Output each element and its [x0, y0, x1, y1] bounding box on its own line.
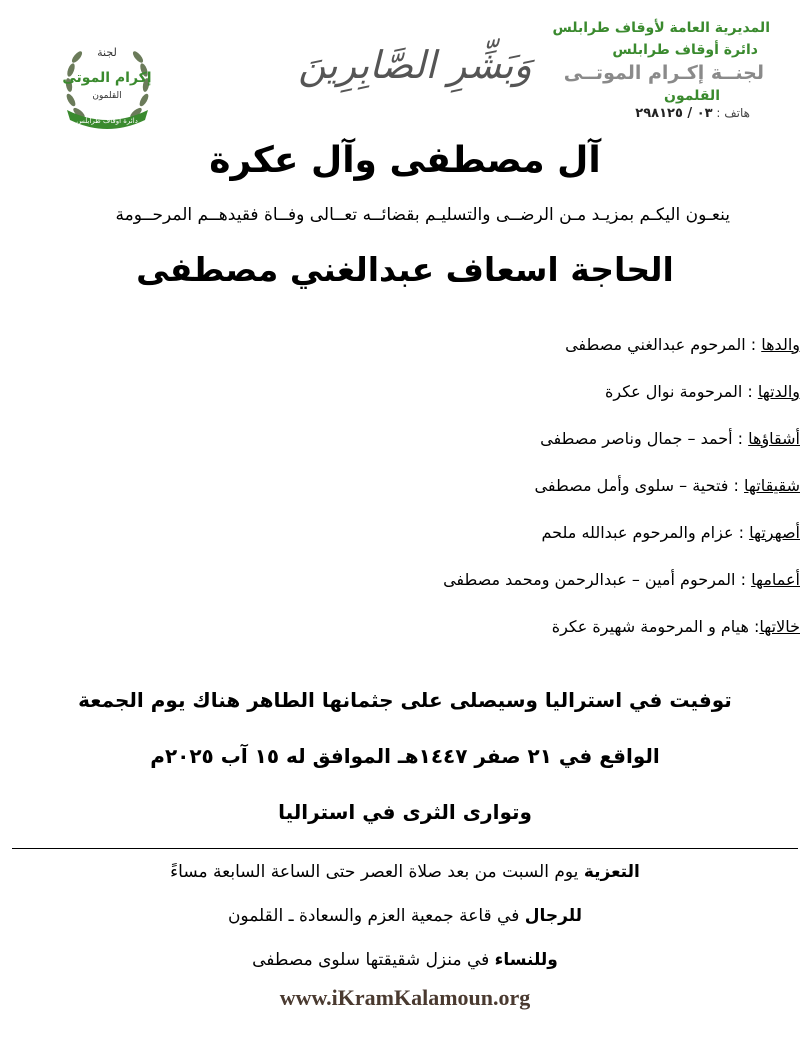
relative-sep: :: [733, 523, 750, 542]
phone-label: هاتف :: [716, 106, 750, 120]
condolence-heading: التعزية: [583, 862, 640, 882]
relative-value: المرحوم عبدالغني مصطفى: [565, 335, 746, 354]
relative-row: [40, 471, 800, 518]
relative-value: المرحومة نوال عكرة: [605, 382, 743, 401]
death-info-line: الواقع في ٢١ صفر ١٤٤٧هـ الموافق له ١٥ آب ٢٠٢٥م: [150, 744, 660, 768]
verse-calligraphy: [290, 20, 540, 105]
relatives-list: [40, 330, 800, 659]
death-info: [0, 688, 810, 856]
relative-sep: :: [742, 382, 758, 401]
logo-main-text: إكرام الموتى: [62, 70, 152, 86]
relative-sep: :: [745, 335, 762, 354]
organization-block: [530, 20, 770, 121]
deceased-name: الحاجة اسعاف عبدالغني مصطفى: [136, 250, 674, 289]
relative-sep: :: [728, 476, 744, 495]
relative-label: خالاتها: [759, 617, 800, 636]
condolence-text: في قاعة جمعية العزم والسعادة ـ القلمون: [227, 906, 525, 926]
relative-row: [40, 565, 800, 612]
website-link[interactable]: www.iKramKalamoun.org: [279, 985, 531, 1010]
death-info-line: وتوارى الثرى في استراليا: [278, 800, 532, 824]
death-info-line: توفيت في استراليا وسيصلى على جثمانها الطاهر هناك يوم الجمعة: [78, 688, 732, 712]
relative-row: [40, 330, 800, 377]
verse-text: وَبَشِّرِ الصَّابِرِينَ: [298, 43, 532, 87]
relative-label: أعمامها: [751, 570, 800, 589]
condolence-heading: للرجال: [524, 906, 583, 926]
org-line-1: المديرية العامة لأوقاف طرابلس: [552, 20, 770, 36]
condolence-text: يوم السبت من بعد صلاة العصر حتى الساعة السابعة مساءً: [170, 862, 584, 882]
divider: [12, 848, 798, 849]
org-line-2: دائرة أوقاف طرابلس: [612, 42, 758, 58]
condolence-line: [0, 856, 810, 900]
relative-value: أحمد – جمال وناصر مصطفى: [540, 429, 733, 448]
relative-row: [40, 518, 800, 565]
logo-ribbon-text: دائرة أوقاف طرابلس: [76, 117, 138, 125]
relative-row: [40, 377, 800, 424]
condolence-text: في منزل شقيقتها سلوى مصطفى: [252, 950, 495, 970]
announcement: ينعـون اليكـم بمزيـد مـن الرضــى والتسليـم بقضائــه تعــالى وفــاة فقيدهــم المرحــومة: [115, 205, 730, 225]
family-title: آل مصطفى وآل عكرة: [209, 140, 601, 181]
relative-label: والدها: [761, 335, 800, 354]
relative-value: المرحوم أمين – عبدالرحمن ومحمد مصطفى: [443, 570, 736, 589]
relative-label: شقيقاتها: [744, 476, 800, 495]
logo-sub-text: القلمون: [92, 91, 122, 101]
relative-value: عزام والمرحوم عبدالله ملحم: [541, 523, 734, 542]
relative-sep: :: [732, 429, 749, 448]
relative-value: هيام و المرحومة شهيرة عكرة: [551, 617, 749, 636]
relative-label: أشقاؤها: [748, 429, 800, 448]
header: [0, 10, 810, 140]
org-line-4: القلمون: [664, 88, 720, 104]
condolence-heading: وللنساء: [494, 950, 558, 970]
phone: [530, 106, 750, 121]
relative-sep: :: [748, 617, 760, 636]
relative-label: أصهرتها: [749, 523, 800, 542]
relative-sep: :: [735, 570, 752, 589]
org-line-3: لجنــة إكـرام الموتــى: [563, 62, 764, 84]
relative-row: [40, 424, 800, 471]
phone-number: ٠٣ / ٢٩٨١٢٥: [635, 106, 713, 121]
condolence-line: [0, 944, 810, 988]
relative-value: فتحية – سلوى وأمل مصطفى: [534, 476, 729, 495]
relative-row: [40, 612, 800, 659]
relative-label: والدتها: [757, 382, 800, 401]
committee-logo: [55, 30, 160, 135]
condolence-block: [0, 856, 810, 988]
condolence-line: [0, 900, 810, 944]
logo-top-text: لجنة: [97, 46, 117, 59]
